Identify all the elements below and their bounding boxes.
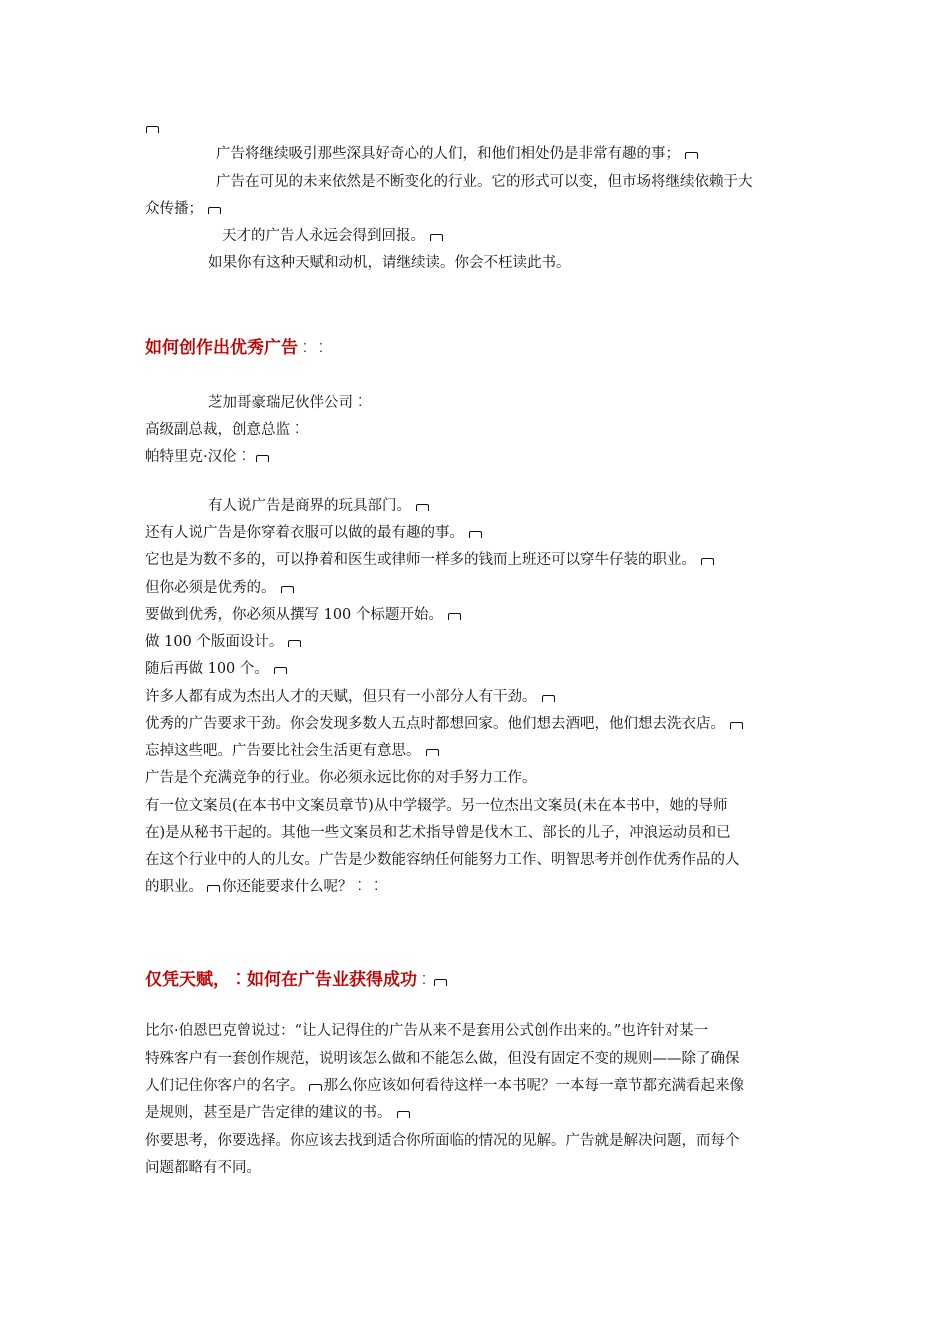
return-mark-icon	[208, 207, 221, 214]
text: 众传播；	[145, 201, 203, 217]
text: 随后再做 100 个。	[145, 661, 269, 677]
heading-tail: ︰︰	[298, 341, 330, 357]
body-line	[145, 659, 289, 679]
text: ︰︰	[352, 879, 386, 895]
body-line	[145, 714, 745, 734]
return-mark-icon	[397, 1111, 410, 1118]
intro-line	[208, 253, 571, 273]
return-mark-icon	[309, 1084, 322, 1091]
text: 的职业。	[145, 879, 203, 895]
return-mark-icon	[701, 558, 714, 565]
byline-company	[208, 393, 368, 413]
body-line	[145, 1103, 412, 1123]
body-line	[145, 578, 296, 598]
text: 你还能要求什么呢？	[222, 879, 353, 895]
text: 优秀的广告要求干劲。你会发现多数人五点时都想回家。他们想去酒吧，他们想去洗衣店。	[145, 716, 725, 732]
text: 你要思考，你要选择。你应该去找到适合你所面临的情况的见解。广告就是解决问题，而每个	[145, 1133, 740, 1149]
return-mark-icon	[426, 749, 439, 756]
return-mark-icon	[146, 126, 159, 133]
body-line	[145, 1158, 261, 1178]
text: 但你必须是优秀的。	[145, 580, 276, 596]
return-mark-icon	[207, 885, 220, 892]
heading-text: 如何创作出优秀广告	[145, 338, 298, 358]
body-line	[145, 768, 537, 788]
text: 问题都略有不同。	[145, 1160, 261, 1176]
body-line	[145, 741, 441, 761]
text: 在)是从秘书干起的。其他一些文案员和艺术指导曾是伐木工、部长的儿子，冲浪运动员和已	[145, 825, 731, 841]
body-line	[145, 1076, 744, 1096]
return-mark-icon	[448, 613, 461, 620]
body-line	[145, 823, 731, 843]
body-line	[145, 605, 463, 625]
body-line	[145, 523, 484, 543]
return-mark-icon	[469, 531, 482, 538]
text: 是规则，甚至是广告定律的建议的书。	[145, 1105, 392, 1121]
body-line	[145, 1049, 740, 1069]
intro-line	[216, 172, 753, 192]
body-line	[145, 687, 557, 707]
return-mark-icon	[416, 504, 429, 511]
text: 帕特里克·汉伦︰	[145, 449, 252, 465]
text: 有人说广告是商界的玩具部门。	[208, 498, 411, 514]
text: 广告将继续吸引那些深具好奇心的人们，和他们相处仍是非常有趣的事；	[216, 146, 680, 162]
heading-tail: ︰	[417, 973, 431, 989]
body-line	[145, 796, 727, 816]
body-line	[145, 632, 303, 652]
text: 有一位文案员(在本书中文案员章节)从中学辍学。另一位杰出文案员(未在本书中，她的导师	[145, 798, 728, 814]
byline-position	[145, 420, 305, 440]
text: 天才的广告人永远会得到回报。	[222, 228, 425, 244]
return-mark-icon	[730, 722, 743, 729]
text: 那么你应该如何看待这样一本书呢？一本每一章节都充满看起来像	[323, 1078, 744, 1094]
text: 特殊客户有一套创作规范，说明该怎么做和不能怎么做，但没有固定不变的规则——除了确保	[145, 1051, 740, 1067]
text: 还有人说广告是你穿着衣服可以做的最有趣的事。	[145, 525, 464, 541]
body-line	[208, 496, 431, 516]
return-mark-icon	[542, 695, 555, 702]
text: 许多人都有成为杰出人才的天赋，但只有一小部分人有干劲。	[145, 689, 537, 705]
body-line	[145, 550, 716, 570]
section-heading	[145, 969, 449, 992]
text: 比尔·伯恩巴克曾说过：“让人记得住的广告从来不是套用公式创作出来的。”也许针对某一	[145, 1023, 709, 1039]
return-mark-icon	[685, 152, 698, 159]
section-heading	[145, 337, 330, 360]
text: 芝加哥豪瑞尼伙伴公司︰	[208, 395, 368, 411]
text: 高级副总裁，创意总监︰	[145, 422, 305, 438]
intro-line	[216, 144, 700, 164]
text: 广告是个充满竞争的行业。你必须永远比你的对手努力工作。	[145, 770, 537, 786]
heading-text: 仅凭天赋，︰如何在广告业获得成功	[145, 970, 417, 990]
return-mark-icon	[434, 979, 447, 986]
text: 人们记住你客户的名字。	[145, 1078, 305, 1094]
body-line	[145, 850, 740, 870]
return-mark-icon	[274, 667, 287, 674]
text: 要做到优秀，你必须从撰写 100 个标题开始。	[145, 607, 443, 623]
return-mark-icon	[281, 586, 294, 593]
text: 广告在可见的未来依然是不断变化的行业。它的形式可以变，但市场将继续依赖于大	[216, 174, 753, 190]
paragraph-mark	[140, 118, 161, 138]
body-line	[145, 877, 386, 897]
text: 做 100 个版面设计。	[145, 634, 284, 650]
text: 它也是为数不多的，可以挣着和医生或律师一样多的钱而上班还可以穿牛仔装的职业。	[145, 552, 696, 568]
body-line	[145, 1021, 708, 1041]
byline-person	[145, 447, 271, 467]
intro-line	[222, 226, 445, 246]
return-mark-icon	[256, 455, 269, 462]
body-line	[145, 1131, 740, 1151]
text: 如果你有这种天赋和动机，请继续读。你会不枉读此书。	[208, 255, 571, 271]
intro-line	[145, 199, 223, 219]
return-mark-icon	[430, 234, 443, 241]
text: 忘掉这些吧。广告要比社会生活更有意思。	[145, 743, 421, 759]
text: 在这个行业中的人的儿女。广告是少数能容纳任何能努力工作、明智思考并创作优秀作品的人	[145, 852, 740, 868]
return-mark-icon	[288, 640, 301, 647]
